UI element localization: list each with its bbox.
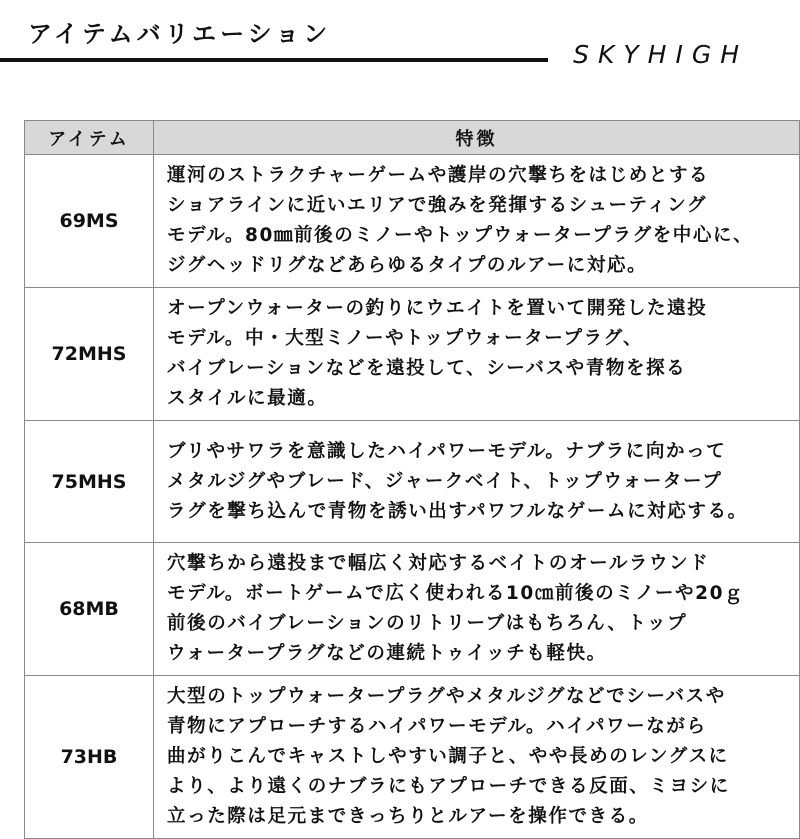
model-name: 72MHS bbox=[25, 288, 154, 421]
model-description: 大型のトップウォータープラグやメタルジグなどでシーバスや 青物にアプローチするハイパワーモデル。ハイパワーながら 曲がりこんでキャストしやすい調子と、やや長めのレングスに より、より遠くのナブラにもアプローチできる反面、ミヨシに 立った際は足元まできっちりとルアーを操作できる。 bbox=[154, 676, 800, 839]
model-name: 68MB bbox=[25, 543, 154, 676]
model-description: 穴撃ちから遠投まで幅広く対応するベイトのオールラウンド モデル。ボートゲームで広く使われる10㎝前後のミノーや20ｇ 前後のバイブレーションのリトリーブはもちろん、トップ ウォータープラグなどの連続トゥイッチも軽快。 bbox=[154, 543, 800, 676]
model-name: 73HB bbox=[25, 676, 154, 839]
model-name: 75MHS bbox=[25, 421, 154, 543]
brand-name: SKYHIGH bbox=[573, 40, 748, 69]
model-name: 69MS bbox=[25, 155, 154, 288]
model-description: ブリやサワラを意識したハイパワーモデル。ナブラに向かって メタルジグやブレード、ジャークベイト、トップウォータープ ラグを撃ち込んで青物を誘い出すパワフルなゲームに対応する。 bbox=[154, 421, 800, 543]
title-underline bbox=[0, 58, 548, 62]
table-row bbox=[25, 155, 800, 288]
table-row bbox=[25, 543, 800, 676]
table-row bbox=[25, 421, 800, 543]
item-variation-table bbox=[24, 120, 800, 839]
column-header-item: アイテム bbox=[25, 121, 154, 155]
model-description: 運河のストラクチャーゲームや護岸の穴撃ちをはじめとする ショアラインに近いエリアで強みを発揮するシューティング モデル。80㎜前後のミノーやトップウォータープラグを中心に、 ジグヘッドリグなどあらゆるタイプのルアーに対応。 bbox=[154, 155, 800, 288]
table-header-row bbox=[25, 121, 800, 155]
table-row bbox=[25, 676, 800, 839]
page-title: アイテムバリエーション bbox=[28, 20, 332, 48]
table-row bbox=[25, 288, 800, 421]
model-description: オープンウォーターの釣りにウエイトを置いて開発した遠投 モデル。中・大型ミノーやトップウォータープラグ、 バイブレーションなどを遠投して、シーバスや青物を探る スタイルに最適。 bbox=[154, 288, 800, 421]
column-header-features: 特徴 bbox=[154, 121, 800, 155]
